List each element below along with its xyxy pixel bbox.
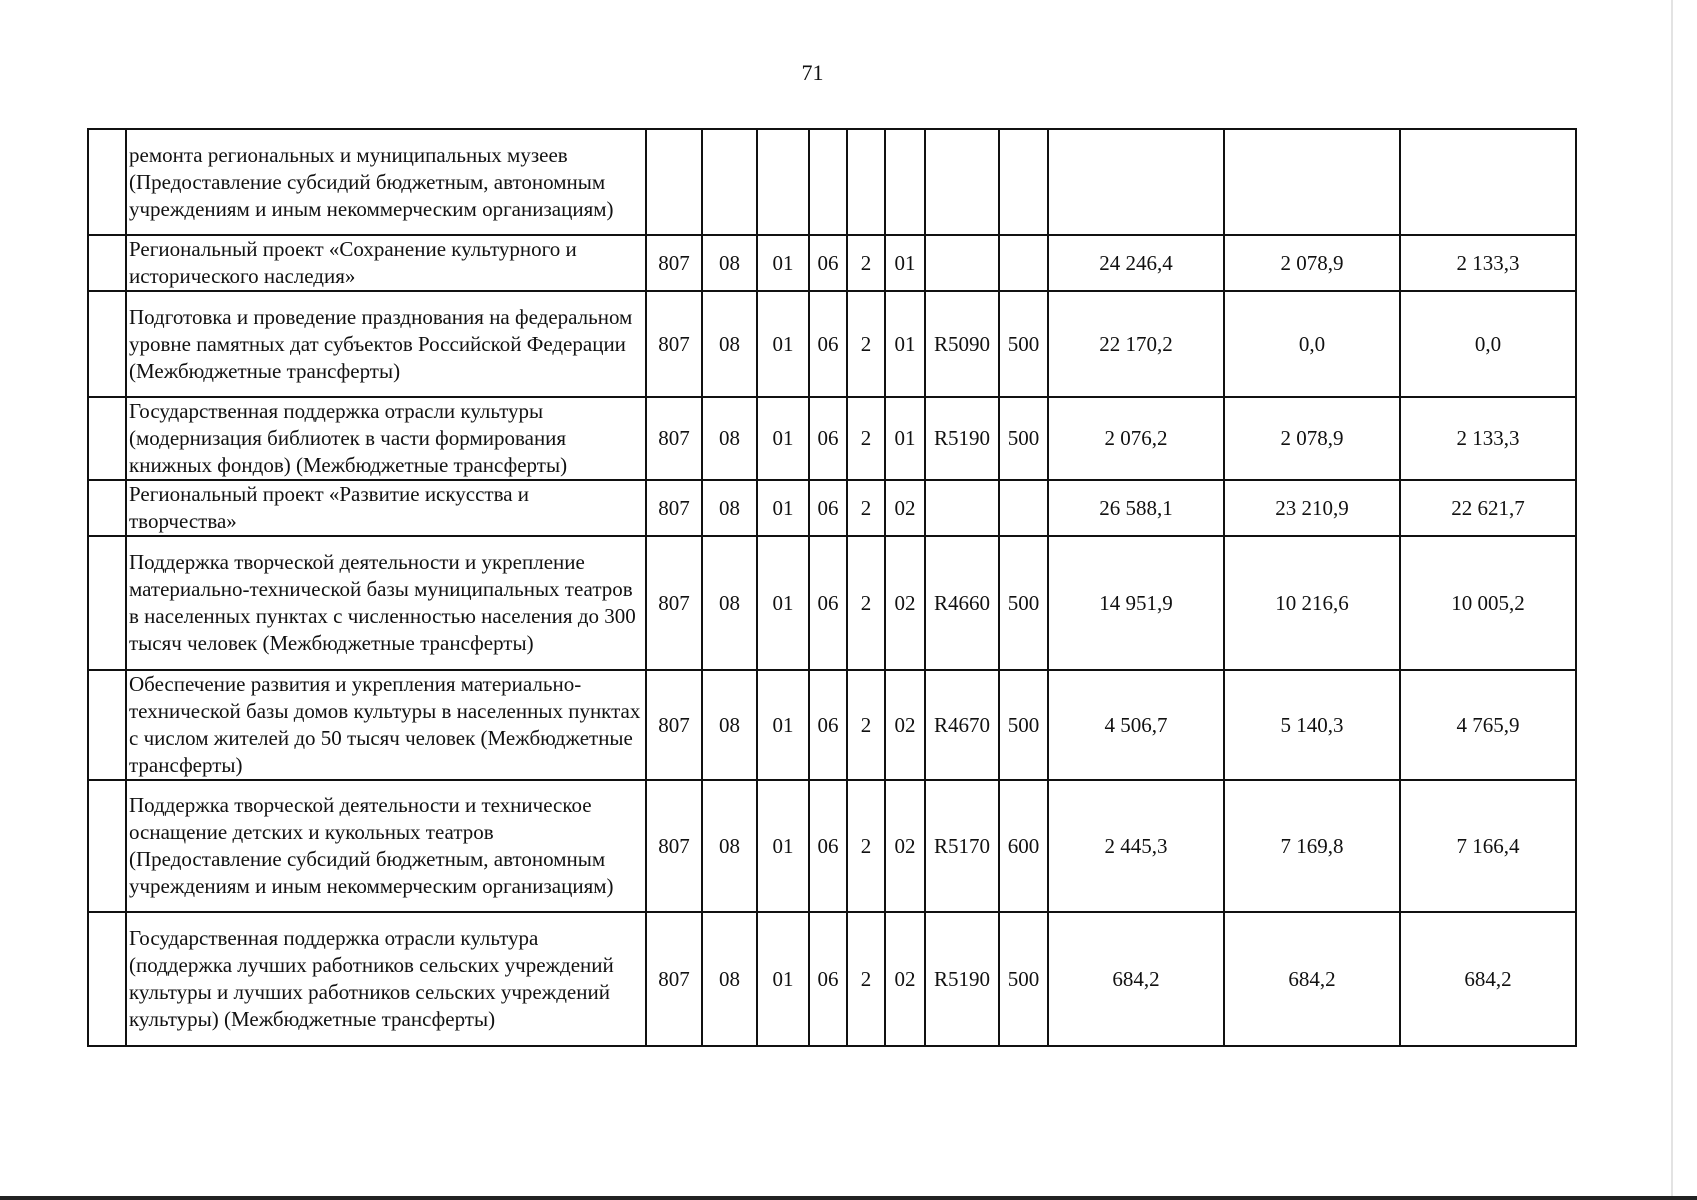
- amount-year-2: 2 078,9: [1224, 397, 1400, 480]
- amount-year-2: 7 169,8: [1224, 780, 1400, 912]
- subsection-code: 01: [757, 670, 809, 780]
- ministry-code: [646, 129, 702, 235]
- subsection-code: 01: [757, 235, 809, 291]
- subsection-code: 01: [757, 780, 809, 912]
- event-code: [885, 129, 925, 235]
- table-row: [88, 670, 1576, 780]
- event-code: 01: [885, 397, 925, 480]
- amount-year-1: 22 170,2: [1048, 291, 1224, 397]
- subsection-code: 01: [757, 536, 809, 670]
- program-code: 06: [809, 397, 847, 480]
- section-code: 08: [702, 780, 757, 912]
- amount-year-3: 0,0: [1400, 291, 1576, 397]
- row-index-cell: [88, 291, 126, 397]
- subsection-code: [757, 129, 809, 235]
- amount-year-3: 2 133,3: [1400, 397, 1576, 480]
- event-code: 01: [885, 235, 925, 291]
- budget-item-name: Поддержка творческой деятельности и техническое оснащение детских и кукольных театров (Предоставление субсидий бюджетным, автономным учреждениям и иным некоммерческим организациям): [126, 780, 646, 912]
- amount-year-2: [1224, 129, 1400, 235]
- ministry-code: 807: [646, 670, 702, 780]
- ministry-code: 807: [646, 536, 702, 670]
- event-code: 01: [885, 291, 925, 397]
- expense-type-code: [999, 480, 1048, 536]
- ministry-code: 807: [646, 397, 702, 480]
- table-row: [88, 397, 1576, 480]
- subprogram-code: 2: [847, 480, 885, 536]
- row-index-cell: [88, 912, 126, 1046]
- amount-year-1: 14 951,9: [1048, 536, 1224, 670]
- program-code: 06: [809, 291, 847, 397]
- target-article-code: R5190: [925, 912, 999, 1046]
- budget-table-body: [88, 129, 1576, 1046]
- subsection-code: 01: [757, 912, 809, 1046]
- subprogram-code: 2: [847, 912, 885, 1046]
- amount-year-3: 2 133,3: [1400, 235, 1576, 291]
- event-code: 02: [885, 780, 925, 912]
- section-code: 08: [702, 235, 757, 291]
- expense-type-code: [999, 129, 1048, 235]
- subprogram-code: 2: [847, 397, 885, 480]
- event-code: 02: [885, 536, 925, 670]
- section-code: 08: [702, 912, 757, 1046]
- target-article-code: [925, 480, 999, 536]
- table-row: [88, 536, 1576, 670]
- section-code: 08: [702, 670, 757, 780]
- ministry-code: 807: [646, 480, 702, 536]
- budget-item-name: Поддержка творческой деятельности и укрепление материально-технической базы муниципальных театров в населенных пунктах с численностью населения до 300 тысяч человек (Межбюджетные трансферты): [126, 536, 646, 670]
- ministry-code: 807: [646, 291, 702, 397]
- amount-year-2: 5 140,3: [1224, 670, 1400, 780]
- budget-item-name: Государственная поддержка отрасли культуры (модернизация библиотек в части формирования книжных фондов) (Межбюджетные трансферты): [126, 397, 646, 480]
- amount-year-2: 684,2: [1224, 912, 1400, 1046]
- budget-item-name: Обеспечение развития и укрепления материально-технической базы домов культуры в населенных пунктах с числом жителей до 50 тысяч человек (Межбюджетные трансферты): [126, 670, 646, 780]
- amount-year-2: 0,0: [1224, 291, 1400, 397]
- table-row: [88, 235, 1576, 291]
- event-code: 02: [885, 912, 925, 1046]
- subsection-code: 01: [757, 480, 809, 536]
- subprogram-code: 2: [847, 291, 885, 397]
- budget-item-name: Государственная поддержка отрасли культура (поддержка лучших работников сельских учреждений культуры и лучших работников сельских учреждений культуры) (Межбюджетные трансферты): [126, 912, 646, 1046]
- amount-year-1: 26 588,1: [1048, 480, 1224, 536]
- program-code: 06: [809, 480, 847, 536]
- program-code: 06: [809, 670, 847, 780]
- expense-type-code: 600: [999, 780, 1048, 912]
- budget-item-name: Региональный проект «Развитие искусства и творчества»: [126, 480, 646, 536]
- event-code: 02: [885, 480, 925, 536]
- row-index-cell: [88, 480, 126, 536]
- row-index-cell: [88, 235, 126, 291]
- table-row: [88, 780, 1576, 912]
- program-code: 06: [809, 780, 847, 912]
- program-code: 06: [809, 536, 847, 670]
- expense-type-code: 500: [999, 912, 1048, 1046]
- amount-year-1: [1048, 129, 1224, 235]
- target-article-code: R5170: [925, 780, 999, 912]
- expense-type-code: 500: [999, 670, 1048, 780]
- subprogram-code: [847, 129, 885, 235]
- amount-year-3: 684,2: [1400, 912, 1576, 1046]
- expense-type-code: 500: [999, 536, 1048, 670]
- section-code: 08: [702, 291, 757, 397]
- expense-type-code: [999, 235, 1048, 291]
- subprogram-code: 2: [847, 235, 885, 291]
- expense-type-code: 500: [999, 397, 1048, 480]
- table-row: [88, 912, 1576, 1046]
- scan-edge-bottom: [0, 1196, 1697, 1200]
- target-article-code: [925, 129, 999, 235]
- subsection-code: 01: [757, 397, 809, 480]
- table-row: [88, 291, 1576, 397]
- amount-year-2: 2 078,9: [1224, 235, 1400, 291]
- amount-year-1: 4 506,7: [1048, 670, 1224, 780]
- ministry-code: 807: [646, 912, 702, 1046]
- target-article-code: R5090: [925, 291, 999, 397]
- ministry-code: 807: [646, 235, 702, 291]
- subprogram-code: 2: [847, 780, 885, 912]
- amount-year-3: 7 166,4: [1400, 780, 1576, 912]
- scan-edge-right: [1671, 0, 1673, 1200]
- section-code: 08: [702, 397, 757, 480]
- target-article-code: R4660: [925, 536, 999, 670]
- event-code: 02: [885, 670, 925, 780]
- section-code: [702, 129, 757, 235]
- target-article-code: [925, 235, 999, 291]
- amount-year-1: 684,2: [1048, 912, 1224, 1046]
- program-code: [809, 129, 847, 235]
- amount-year-3: [1400, 129, 1576, 235]
- target-article-code: R4670: [925, 670, 999, 780]
- amount-year-2: 23 210,9: [1224, 480, 1400, 536]
- row-index-cell: [88, 670, 126, 780]
- budget-item-name: ремонта региональных и муниципальных музеев (Предоставление субсидий бюджетным, автономным учреждениям и иным некоммерческим организациям): [126, 129, 646, 235]
- table-row: [88, 129, 1576, 235]
- amount-year-3: 4 765,9: [1400, 670, 1576, 780]
- amount-year-2: 10 216,6: [1224, 536, 1400, 670]
- subprogram-code: 2: [847, 536, 885, 670]
- expense-type-code: 500: [999, 291, 1048, 397]
- amount-year-1: 24 246,4: [1048, 235, 1224, 291]
- row-index-cell: [88, 780, 126, 912]
- amount-year-1: 2 445,3: [1048, 780, 1224, 912]
- amount-year-3: 22 621,7: [1400, 480, 1576, 536]
- budget-table: [87, 128, 1577, 1047]
- program-code: 06: [809, 912, 847, 1046]
- budget-item-name: Региональный проект «Сохранение культурного и исторического наследия»: [126, 235, 646, 291]
- budget-item-name: Подготовка и проведение празднования на федеральном уровне памятных дат субъектов Российской Федерации (Межбюджетные трансферты): [126, 291, 646, 397]
- section-code: 08: [702, 480, 757, 536]
- row-index-cell: [88, 397, 126, 480]
- ministry-code: 807: [646, 780, 702, 912]
- program-code: 06: [809, 235, 847, 291]
- row-index-cell: [88, 536, 126, 670]
- page-number: 71: [801, 60, 824, 85]
- section-code: 08: [702, 536, 757, 670]
- table-row: [88, 480, 1576, 536]
- target-article-code: R5190: [925, 397, 999, 480]
- amount-year-3: 10 005,2: [1400, 536, 1576, 670]
- row-index-cell: [88, 129, 126, 235]
- amount-year-1: 2 076,2: [1048, 397, 1224, 480]
- subsection-code: 01: [757, 291, 809, 397]
- subprogram-code: 2: [847, 670, 885, 780]
